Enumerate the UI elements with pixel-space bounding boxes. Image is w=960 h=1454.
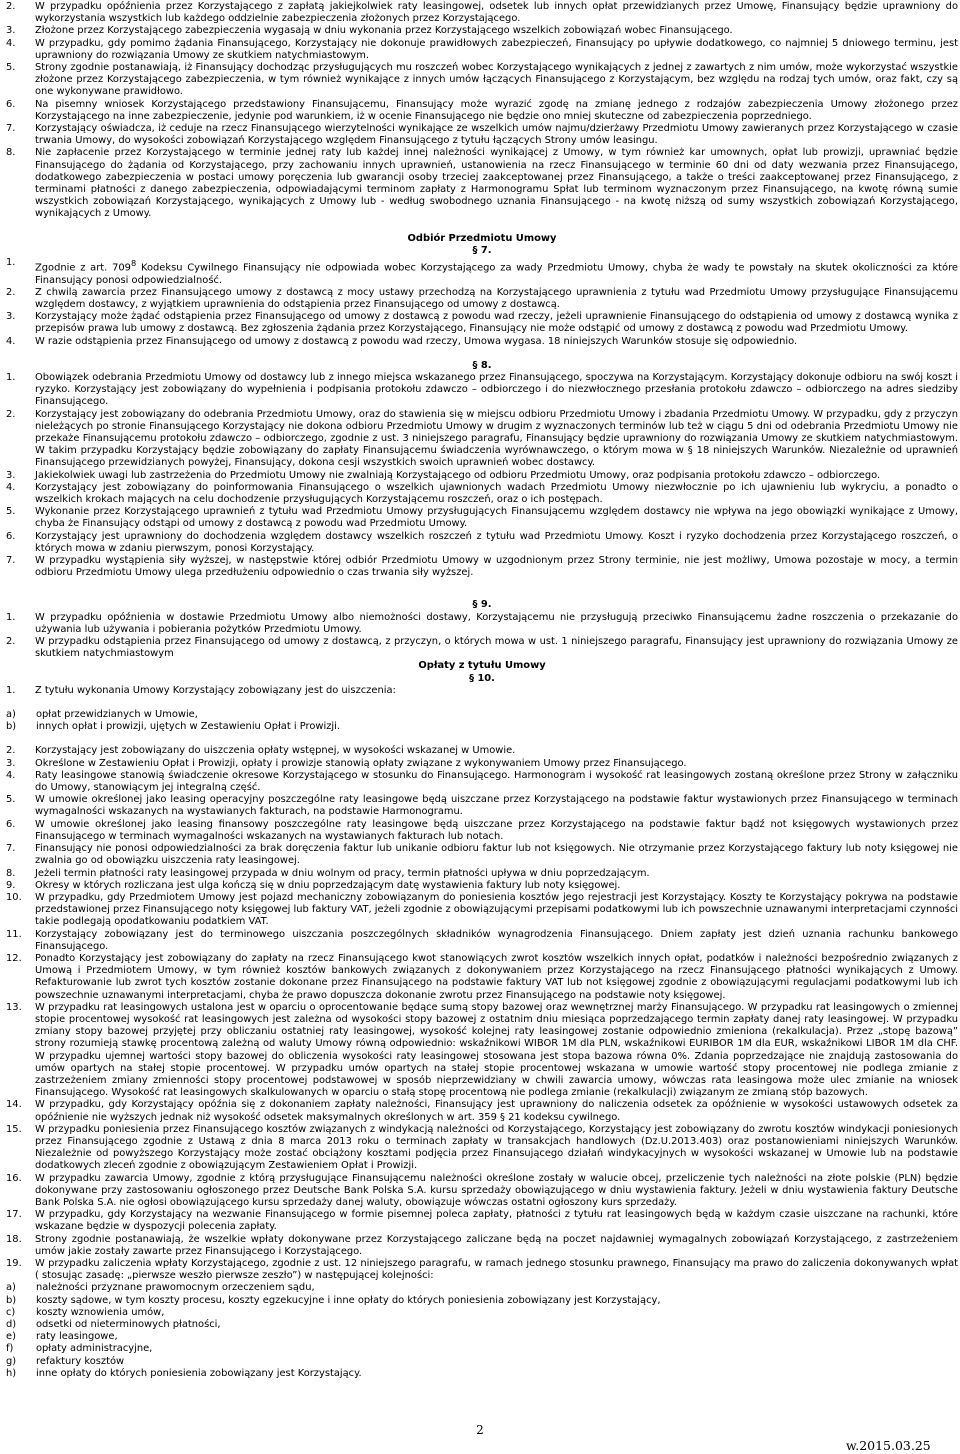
item-number: 12. — [6, 952, 22, 964]
list-item — [6, 1099, 958, 1123]
superscript: 8 — [130, 258, 137, 269]
item-text: Zgodnie z art. $709^8$ Kodeksu Cywilnego Finansujący nie odpowiada wobec Korzystającego za wady Przedmiotu Umowy, chyba że wady te powstały na skutek okoliczności za które Finansujący ponosi odpowiedzialność. — [35, 258, 958, 286]
section-8-list — [6, 372, 958, 579]
section-10-list — [6, 745, 958, 1258]
item-text: W przypadku opóźnienia w dostawie Przedmiotu Umowy albo niemożności dostawy, Korzystającemu nie przysługują przeciwko Finansującemu żadne roszczenia o przekazanie do używania lub używania i pobierania pożytków Przedmiotu Umowy. — [35, 611, 958, 635]
item-text: Finansujący nie ponosi odpowiedzialności za brak doręczenia faktur lub unikanie odbioru faktur lub not księgowych. Nie otrzymanie przez Korzystającego faktury lub noty księgowej nie zwalnia go od obowiązku uiszczenia raty leasingowej. — [35, 843, 958, 867]
item-number: 4. — [6, 335, 16, 347]
sub-item-text: raty leasingowe, — [36, 1331, 118, 1343]
item-text: Z tytułu wykonania Umowy Korzystający zobowiązany jest do uiszczenia: — [35, 684, 396, 696]
list-item — [6, 482, 958, 506]
list-item — [6, 892, 958, 929]
item-number: 7. — [6, 123, 16, 135]
list-item — [6, 147, 958, 220]
page-number: 2 — [476, 1423, 484, 1437]
item-text: W razie odstąpienia przez Finansującego od umowy z dostawcą z powodu wad rzeczy, Umowa wygasa. 18 niniejszych Warunków stosuje się odpowiednio. — [35, 335, 798, 347]
item-text: Wykonanie przez Korzystającego uprawnień z tytułu wad Przedmiotu Umowy przysługujących Finansującemu względem dostawcy nie wpływa na jego obowiązki wynikające z Umowy, chyba że Finansujący odstąpi od umowy z dostawcą z powodu wad Przedmiotu Umowy. — [35, 506, 958, 530]
sub-item-letter: e) — [6, 1331, 16, 1343]
sub-list-item — [6, 709, 958, 721]
sub-item-text: opłaty administracyjne, — [36, 1343, 153, 1355]
item-text: W przypadku opóźnienia przez Korzystającego z zapłatą jakiejkolwiek raty leasingowej, odsetek lub innych opłat przewidzianych przez Umowę, Finansujący będzie uprawniony do wykorzystania wszystkich lub każdego oddzielnie zabezpieczenia złożonych przez Korzystającego. — [35, 1, 958, 25]
sub-list-item — [6, 1295, 958, 1307]
list-item — [6, 531, 958, 555]
section-9-sign: § 9. — [472, 599, 492, 611]
item-number: 10. — [6, 891, 22, 903]
document-version: w.2015.03.25 — [846, 1438, 931, 1453]
item-text: Nie zapłacenie przez Korzystającego w terminie jednej raty lub każdej innej należności wynikającej z Umowy, w tym również kar umownych, opłat lub prowizji, uprawniać będzie Finansującego do żądania od Korzystającego, przy zachowaniu innych uprawnień, ustanowienia na rzecz Finansującego w terminie 60 dni od daty wezwania przez Finansującego, dodatkowego zabezpieczenia w postaci umowy poręczenia lub gwarancji osoby trzeciej zaakceptowanej przez Finansującego, a także o treści zaakceptowanej przez Finansującego, z terminami płatności z danego zabezpieczenia, odpowiadającymi terminom zapłaty z Harmonogramu Spłat lub terminom wyznaczonym przez Finansującego, na kwotę równą sumie wszystkich zobowiązań Korzystającego, wynikających z Umowy lub - według swobodnego uznania Finansującego - na kwotę niższą od sumy wszystkich zobowiązań Korzystającego, wynikających z Umowy. — [35, 147, 958, 220]
sub-item-text: koszty sądowe, w tym koszty procesu, koszty egzekucyjne i inne opłaty do których poniesienia zobowiązany jest Korzystający, — [36, 1294, 661, 1306]
item-number: 2. — [6, 408, 16, 420]
sub-item-text: innych opłat i prowizji, ujętych w Zestawieniu Opłat i Prowizji. — [36, 721, 341, 733]
item-text: Korzystający jest zobowiązany do uiszczenia opłaty wstępnej, w wysokości wskazanej w Umowie. — [35, 745, 516, 757]
sub-item-text: inne opłaty do których poniesienia zobowiązany jest Korzystający. — [36, 1367, 362, 1379]
section-10-title: Opłaty z tytułu Umowy — [418, 660, 546, 672]
list-item — [6, 1209, 958, 1233]
list-item — [6, 929, 958, 953]
item-text: Złożone przez Korzystającego zabezpieczenia wygasają w dniu wykonania przez Korzystającego wszelkich zobowiązań wobec Finansującego. — [35, 25, 733, 37]
list-item — [6, 62, 958, 99]
item-text: W przypadku, gdy Przedmiotem Umowy jest pojazd mechaniczny zobowiązanym do poniesienia kosztów jego rejestracji jest Korzystający. Koszty te Korzystający pokrywa na podstawie przedstawionej przez Finansującego noty księgowej lub faktury VAT, jeżeli zgodnie z obowiązującymi przepisami podatkowymi lub ich powszechnie uznawanymi interpretacjami czynności takie podlegają opodatkowaniu podatkiem VAT. — [35, 891, 958, 928]
sub-list-item — [6, 1368, 958, 1380]
item-text: W przypadku, gdy pomimo żądania Finansującego, Korzystający nie dokonuje prawidłowych zabezpieczeń, Finansujący po upływie dodatkowego, co najmniej 5 dniowego terminu, jest uprawniony do rozwiązania Umowy ze skutkiem natychmiastowym. — [35, 37, 958, 61]
sub-list-item — [6, 721, 958, 733]
sub-item-text: odsetki od nieterminowych płatności, — [36, 1319, 221, 1331]
sub-item-letter: g) — [6, 1355, 17, 1367]
item-text: Określone w Zestawieniu Opłat i Prowizji, opłaty i prowizje stanowią opłaty związane z wykonywaniem Umowy przez Finansującego. — [35, 757, 687, 769]
item-number: 9. — [6, 879, 16, 891]
list-item — [6, 287, 958, 311]
item-text: W przypadku wystąpienia siły wyższej, w następstwie której odbiór Przedmiotu Umowy w uzgodnionym przez Strony terminie, nie jest możliwy, Umowa pozostaje w mocy, a termin odbioru Przedmiotu Umowy ulega przedłużeniu odpowiednio o czas trwania siły wyższej. — [35, 555, 958, 579]
item-number: 2. — [6, 1, 16, 12]
item-text: W przypadku rat leasingowych ustalona jest w oparciu o oprocentowanie będące sumą stopy bazowej oraz wewnętrznej marży Finansującego. W przypadku rat leasingowych o zmiennej stopie procentowej wysokość rat leasingowych jest zależna od wysokości stopy bazowej z ostatnim dniu miesiąca poprzedzającego termin zapłaty danej raty leasingowej. W przypadku zmiany stopy bazowej przyjętej przy obliczaniu ostatniej raty leasingowej, wysokość kolejnej raty leasingowej zostanie odpowiednio zmieniona (rekalkulacja). Przez „stopę bazową” strony rozumieją stawkę procentową zależną od waluty Umowy równą odpowiednio: wskaźnikowi WIBOR 1M dla PLN, wskaźnikowi EURIBOR 1M dla EUR, wskaźnikowi LIBOR 1M dla CHF. W przypadku ujemnej wartości stopy bazowej do obliczenia wysokości raty leasingowej stosowana jest stopa bazowa równa 0%. Zdania poprzedzające nie znajdują zastosowania do umów opartych na stałej stopie procentowej. W przypadku umów opartych na stałej stopie procentowej wskazana w umowie wartość stopy procentowej nie podlega zmianie z zastrzeżeniem zmiany zmienności stopy procentowej podstawowej w sposób nieprzewidziany w chwili zawarcia umowy, wówczas rata leasingowa może ulec zmianie na wniosek Finansującego. Wysokość rat leasingowych skalkulowanych w oparciu o stałą stopę procentową nie podlega zmianie (rekalkulacji) związanym ze zmianą stóp bazowych. — [35, 1001, 958, 1099]
item-number: 17. — [6, 1209, 22, 1221]
item-text: W przypadku zaliczenia wpłaty Korzystającego, zgodnie z ust. 12 niniejszego paragrafu, w ramach jednego stosunku prawnego, Finansujący ma prawo do zaliczenia dokonywanych wpłat ( stosując zasadę: „pierwsze weszło pierwsze zeszło”) w następującej kolejności: — [35, 1258, 958, 1282]
item-number: 3. — [6, 469, 16, 481]
item-number: 6. — [6, 818, 16, 830]
sub-list-item — [6, 1307, 958, 1319]
section-10-sublist — [6, 709, 958, 733]
item-number: 15. — [6, 1123, 22, 1135]
list-item — [6, 685, 958, 697]
list-item — [6, 506, 958, 530]
item-number: 7. — [6, 843, 16, 855]
item-number: 5. — [6, 62, 16, 74]
sub-list-item — [6, 1331, 958, 1343]
list-item — [6, 794, 958, 818]
item-text: Obowiązek odebrania Przedmiotu Umowy od dostawcy lub z innego miejsca wskazanego przez Finansującego, spoczywa na Korzystającym. Korzystający dokonuje odbioru na swój koszt i ryzyko. Korzystający jest zobowiązany do wypełnienia i podpisania protokołu zdawczo – odbiorczego i do niezwłocznego przesłania protokołu zdawczo – odbiorczego na adres siedziby Finansującego. — [35, 371, 958, 408]
list-item — [6, 1002, 958, 1100]
sub-item-letter: c) — [6, 1306, 16, 1318]
list-item — [6, 257, 958, 287]
section-7-list — [6, 257, 958, 348]
list-item — [6, 372, 958, 409]
list-item — [6, 758, 958, 770]
item-number: 11. — [6, 928, 22, 940]
item-number: 3. — [6, 311, 16, 323]
item-number: 6. — [6, 530, 16, 542]
sub-list-item — [6, 1282, 958, 1294]
item-text: Jakiekolwiek uwagi lub zastrzeżenia do Przedmiotu Umowy nie zwalniają Korzystającego od odbioru Przedmiotu Umowy, oraz podpisania protokołu zdawczo – odbiorczego. — [35, 469, 881, 481]
item-number: 13. — [6, 1001, 22, 1013]
list-item — [6, 636, 958, 660]
item-number: 5. — [6, 506, 16, 518]
sub-item-letter: b) — [6, 1294, 17, 1306]
item-text: W przypadku poniesienia przez Finansującego kosztów związanych z windykacją należności od Korzystającego, Korzystający jest zobowiązany do zwrotu kosztów windykacji poniesionych przez Finansującego zgodnie z Ustawą z dnia 8 marca 2013 roku o terminach zapłaty w transakcjach handlowych (Dz.U.2013.403) oraz postanowieniami niniejszych Warunków. Niezależnie od powyższego Korzystający może zostać obciążony kosztami podjęcia przez Finansującego działań windykacyjnych w wysokości wskazanej w Umowie lub na podstawie dodatkowych zleceń zgodnie z obowiązującym Zestawieniem Opłat i Prowizji. — [35, 1123, 958, 1172]
list-item — [6, 1173, 958, 1210]
item-number: 1. — [6, 611, 16, 623]
list-item — [6, 1258, 958, 1282]
list-item — [6, 880, 958, 892]
sub-item-letter: a) — [6, 1282, 16, 1294]
item-number: 8. — [6, 867, 16, 879]
item-text: W umowie określonej jako leasing operacyjny poszczególne raty leasingowe będą uiszczane przez Korzystającego na podstawie faktur wystawionych przez Finansującego w terminach wymagalności wskazanych na wystawianych fakturach, na podstawie Harmonogramu. — [35, 794, 958, 818]
item-number: 2. — [6, 286, 16, 298]
item-number: 1. — [6, 371, 16, 383]
sub-item-text: opłat przewidzianych w Umowie, — [36, 709, 198, 721]
list-item — [6, 470, 958, 482]
item-number: 18. — [6, 1233, 22, 1245]
sub-list-item — [6, 1319, 958, 1331]
sub-item-letter: f) — [6, 1343, 14, 1355]
item-number: 2. — [6, 745, 16, 757]
item-number: 5. — [6, 794, 16, 806]
sub-item-letter: b) — [6, 721, 17, 733]
section-10-payment-order-list — [6, 1282, 958, 1380]
document-page — [6, 1, 958, 1380]
item-text: Korzystający zobowiązany jest do terminowego uiszczania poszczególnych składników wynagrodzenia Finansującego. Dniem zapłaty jest dzień uznania rachunku bankowego Finansującego. — [35, 928, 958, 952]
item-text: Strony zgodnie postanawiają, iż Finansujący dochodząc przysługujących mu roszczeń wobec Korzystającego wynikających z jednej z zawartych z nim umów, może wykorzystać wszystkie złożone przez Korzystającego zabezpieczenia, w tym również wynikające z innych umów łączących Finansującego z Korzystającym, bez względu na rodzaj tych umów, oraz fakt, czy są one wykonywane prawidłowo. — [35, 62, 958, 98]
list-item — [6, 25, 958, 37]
list-item — [6, 311, 958, 335]
item-number: 1. — [6, 684, 16, 696]
item-text: W przypadku zawarcia Umowy, zgodnie z którą przysługujące Finansującemu należności określone zostały w walucie obcej, przeliczenie tych należności na złote polskie (PLN) będzie dokonywane przy zastosowaniu ogłoszonego przez Deutsche Bank Polska S.A. kursu sprzedaży obowiązującego w dniu wystawienia faktury. Jeżeli w dniu wystawienia faktury Deutsche Bank Polska S.A. nie ogłosi obowiązującego kursu sprzedaży danej waluty, obowiązuje wówczas ostatni ogłoszony kurs sprzedaży. — [35, 1172, 958, 1208]
list-item — [6, 1, 958, 25]
item-number: 14. — [6, 1099, 22, 1111]
item-text: Okresy w których rozliczana jest ulga kończą się w dniu poprzedzającym datę wystawienia faktury lub noty księgowej. — [35, 879, 621, 891]
list-item — [6, 38, 958, 62]
item-number: 4. — [6, 37, 16, 49]
item-text: Strony zgodnie postanawiają, że wszelkie wpłaty dokonywane przez Korzystającego zaliczane będą na poczet najdawniej wymagalnych zobowiązań Korzystającego, z zastrzeżeniem umów jakie zostały zawarte przez Finansującego i Korzystającego. — [35, 1233, 958, 1257]
item-number: 2. — [6, 636, 16, 648]
section-7-title: Odbiór Przedmiotu Umowy — [407, 232, 557, 244]
item-number: 19. — [6, 1258, 22, 1269]
section-10-sign: § 10. — [469, 672, 495, 684]
item-text: Na pisemny wniosek Korzystającego przedstawiony Finansującemu, Finansujący może wyrazić zgodę na zmianę jednego z rodzajów zabezpieczenia Umowy złożonego przez Korzystającego na inne zabezpieczenie, jedynie pod warunkiem, iż w ocenie Finansującego nie będzie ono mniej skuteczne od zabezpieczenia poprzedniego. — [35, 98, 958, 122]
item-number: 7. — [6, 555, 16, 567]
item-text: Korzystający oświadcza, iż ceduje na rzecz Finansującego wierzytelności wynikające ze wszelkich umów najmu/dzierżawy Przedmiotu Umowy zawieranych przez Korzystającego w czasie trwania Umowy, do wysokości zobowiązań Korzystającego względem Finansującego z tytułu łączących Strony umów leasingu. — [35, 123, 958, 147]
list-item — [6, 745, 958, 757]
item-text: Z chwilą zawarcia przez Finansującego umowy z dostawcą z mocy ustawy przechodzą na Korzystającego uprawnienia z tytułu wad Przedmiotu Umowy przysługujące Finansującemu względem dostawcy, z wyjątkiem uprawnienia do odstąpienia przez Finansującego od umowy z dostawcą. — [35, 286, 958, 310]
item-text: Raty leasingowe stanowią świadczenie okresowe Korzystającego w stosunku do Finansującego. Harmonogram i wysokość rat leasingowych zostaną określone przez Strony w załączniku do Umowy, stanowiącym jej integralną część. — [35, 769, 958, 794]
item-number: 16. — [6, 1172, 22, 1184]
item-number: 6. — [6, 98, 16, 110]
list-item — [6, 770, 958, 794]
list-item — [6, 336, 958, 348]
item-text: Korzystający jest uprawniony do dochodzenia względem dostawcy wszelkich roszczeń z tytułu wad Przedmiotu Umowy. Koszt i ryzyko dochodzenia przez Korzystającego roszczeń, o których mowa w zdaniu pierwszym, ponosi Korzystający. — [35, 530, 958, 554]
item-text: Jeżeli termin płatności raty leasingowej przypada w dniu wolnym od pracy, termin płatności upływa w dniu poprzedzającym. — [35, 867, 650, 879]
item-text: W przypadku odstąpienia przez Finansującego od umowy z dostawcą, z przyczyn, o których mowa w ust. 1 niniejszego paragrafu, Finansujący jest uprawniony do rozwiązania Umowy ze skutkiem natychmiastowym — [35, 636, 958, 660]
sub-item-text: refaktury kosztów — [36, 1355, 125, 1367]
item-number: 4. — [6, 481, 16, 493]
section-8-sign: § 8. — [472, 359, 492, 371]
list-item — [6, 123, 958, 147]
item-number: 3. — [6, 25, 16, 37]
list-item — [6, 612, 958, 636]
item-text: W przypadku, gdy Korzystający opóźnia się z dokonaniem zapłaty należności, Finansujący jest uprawniony do naliczenia odsetek za opóźnienie w wysokości ustawowych odsetek za opóźnienie nie wyższych jednak niż wysokość odsetek maksymalnych określonych w art. 359 § 21 kodeksu cywilnego. — [35, 1099, 958, 1123]
sub-item-letter: d) — [6, 1319, 17, 1331]
item-text: W przypadku, gdy Korzystający na wezwanie Finansującego w formie pisemnej poleca zapłaty, płatności z tytułu rat leasingowych będą w każdym czasie uiszczane na rachunki, które wskazane będzie w dyspozycji polecenia zapłaty. — [35, 1209, 958, 1233]
item-number: 8. — [6, 147, 16, 159]
item-text: Korzystający jest zobowiązany do odebrania Przedmiotu Umowy, oraz do stawienia się w miejscu odbioru Przedmiotu Umowy i zbadania Przedmiotu Umowy. W przypadku, gdy z przyczyn nieleżących po stronie Finansującego Korzystający nie dokona odbioru Przedmiotu Umowy w drugim z wyznaczonych terminów lub też w ciągu 5 dni od odebrania Przedmiotu Umowy nie przekaże Finansującemu protokołu zdawczo – odbiorczego, zgodnie z ust. 3 niniejszego paragrafu, Finansujący będzie uprawniony do rozwiązania Umowy ze skutkiem natychmiastowym. W takim przypadku Korzystający będzie zobowiązany do zapłaty Finansującemu świadczenia wyrównawczego, o którym mowa w § 18 niniejszych Warunków. Niezależnie od uprawnień Finansującego przewidzianych powyżej, Finansujący, dokona cesji wszystkich swoich uprawnień wobec dostawcy. — [35, 408, 958, 469]
list-item — [6, 1234, 958, 1258]
sub-item-letter: h) — [6, 1367, 17, 1379]
item-text: Ponadto Korzystający jest zobowiązany do zapłaty na rzecz Finansującego kwot stanowiących zwrot kosztów wszelkich innych opłat, podatków i należności bezpośrednio związanych z Umową i Przedmiotem Umowy, w tym również kosztów bankowych związanych z dokonywaniem przez Korzystającego na rzecz Finansującego płatności wynikających z Umowy. Refakturowanie lub zwrot tych kosztów zostanie dokonane przez Finansującego na podstawie faktury VAT lub not księgowej zgodnie z obowiązującymi regulacjami podatkowymi lub ich powszechnie uznawanymi interpretacjami, chyba że prawo dopuszcza dokonanie zwrotu przez Finansującego na podstawie noty księgowej. — [35, 952, 958, 1001]
item-number: 1. — [6, 257, 16, 269]
item-number: 3. — [6, 757, 16, 769]
sub-list-item — [6, 1343, 958, 1355]
list-item — [6, 99, 958, 123]
section-6-continuation — [6, 1, 958, 221]
sub-item-text: koszty wznowienia umów, — [36, 1306, 165, 1318]
sub-item-text: należności przyznane prawomocnym orzeczeniem sądu, — [36, 1282, 315, 1294]
section-7-sign: § 7. — [472, 244, 492, 256]
list-item — [6, 953, 958, 1002]
item-text: Korzystający może żądać odstąpienia przez Finansującego od umowy z dostawcą z powodu wad rzeczy, jeżeli uprawnienie Finansującego do odstąpienia od umowy z dostawcą wynika z przepisów prawa lub umowy z dostawcą. Bez zgłoszenia żądania przez Korzystającego, Finansujący nie może odstąpić od umowy z dostawcą z powodu wad Przedmiotu Umowy. — [35, 311, 958, 335]
list-item — [6, 555, 958, 579]
list-item — [6, 1124, 958, 1173]
sub-list-item — [6, 1356, 958, 1368]
list-item — [6, 819, 958, 843]
section-9-list — [6, 612, 958, 661]
item-number: 4. — [6, 769, 16, 781]
list-item — [6, 868, 958, 880]
item-text: W umowie określonej jako leasing finansowy poszczególne raty leasingowe będą uiszczane przez Korzystającego na podstawie faktur bądź not księgowych wystawionych przez Finansującego w terminach wymagalności wskazanych na wystawianych fakturach lub notach. — [35, 818, 958, 842]
list-item — [6, 843, 958, 867]
list-item — [6, 409, 958, 470]
sub-item-letter: a) — [6, 709, 16, 721]
item-text: Korzystający jest zobowiązany do poinformowania Finansującego o wszelkich ujawnionych wadach Przedmiotu Umowy niezwłocznie po ich ujawnieniu lub wykryciu, a ponadto o wszelkich krokach mających na celu dochodzenie przysługujących Korzystającemu roszczeń, oraz o ich postępach. — [35, 481, 958, 506]
